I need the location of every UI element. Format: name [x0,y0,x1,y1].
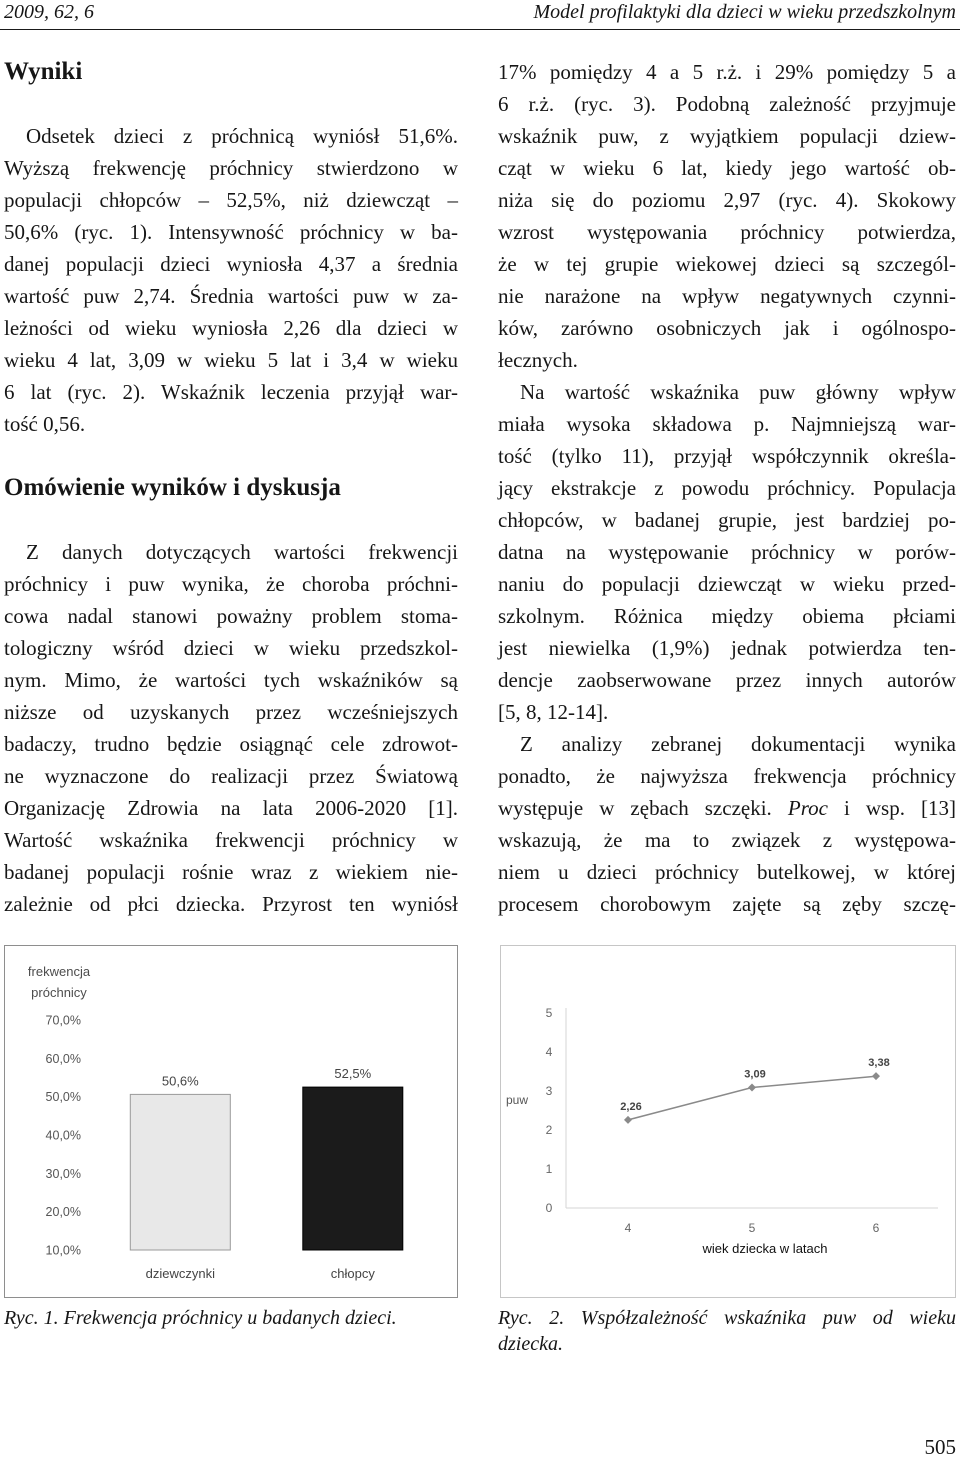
text-line: niem u dzieci próchnicy butelkowej, w której [498,860,956,884]
y-tick-label: 0 [545,1201,553,1215]
text-line: wieku 4 lat, 3,09 w wieku 5 lat i 3,4 w wieku [4,348,458,372]
section-heading-results: Wyniki [4,58,83,85]
figure-1-bar-chart [4,945,458,1298]
figure-2-caption [498,1305,956,1357]
paragraph-results [4,120,458,440]
left-column [4,56,458,920]
y-tick-label: 3 [545,1084,553,1098]
line-chart-svg [500,945,956,1298]
figure-1-caption: Ryc. 1. Frekwencja próchnicy u badanych dzieci. [4,1307,397,1329]
text-line: cząt w wieku 6 lat, kiedy jego wartość ob- [498,156,956,180]
category-label-2: chłopcy [330,1266,375,1281]
text-line: że w tej grupie wiekowej dzieci są szczegól- [498,252,956,276]
data-label-1: 50,6% [161,1073,199,1089]
right-column [498,56,956,920]
text-line: zależnie od płci dziecka. Przyrost ten wyniósł [4,892,458,916]
y-tick-label: 10,0% [45,1243,81,1258]
data-label-3: 3,38 [868,1057,890,1070]
text-line: cowa nadal stanowi poważny problem stoma- [4,604,458,628]
data-label-1: 2,26 [620,1100,642,1113]
x-tick-label: 5 [748,1221,756,1235]
bar-2 [303,1087,403,1250]
text-line: szkolnym. Różnica między obiema płciami [498,604,956,628]
bar-chart-svg [4,945,458,1298]
text-line: ków, zarówno osobniczych jak i ogólnospo- [498,316,956,340]
text-line: 50,6% (ryc. 1). Intensywność próchnicy w ba- [4,220,458,244]
page-number: 505 [924,1435,956,1459]
text-line: Wyższą frekwencję próchnicy stwierdzono w [4,156,458,180]
text-line: Na wartość wskaźnika puw główny wpływ [520,380,956,404]
text-line: próchnicy i puw wynika, że choroba próchni- [4,572,458,596]
text-line: ne wyznaczone do realizacji przez Światową [4,764,458,788]
text-line: populacji chłopców – 52,5%, niż dziewcząt – [4,188,458,212]
text-line: 6 lat (ryc. 2). Wskaźnik leczenia przyjął war- [4,380,458,404]
data-label-2: 52,5% [334,1066,372,1082]
text-line: [5, 8, 12-14]. [498,700,609,724]
data-label-2: 3,09 [744,1068,766,1081]
italic-text-segment: Proc [787,796,828,820]
paragraph-discussion-continued [498,56,956,376]
y-tick-label: 40,0% [45,1128,81,1143]
running-header-title: Model profilaktyki dla dzieci w wieku przedszkolnym [533,1,956,23]
text-line: danej populacji dzieci wyniosła 4,37 a średnia [4,252,458,276]
category-label-1: dziewczynki [145,1266,215,1281]
paragraph-puw-components [498,376,956,728]
y-tick-label: 70,0% [45,1013,81,1028]
y-axis-label: frekwencja [27,964,91,979]
y-tick-label: 4 [545,1045,553,1059]
figure-2-line-chart [500,945,956,1298]
text-line: miała wysoka składowa p. Najmniejszą war- [498,412,956,436]
text-line: badanej populacji rośnie wraz z wiekiem nie- [4,860,458,884]
text-line: Wartość wskaźnika frekwencji próchnicy w [4,828,458,852]
text-line: naniu do populacji dziewcząt w wieku przed- [498,572,956,596]
header-rule [0,29,960,30]
text-line: leżności od wieku wyniosła 2,26 dla dzieci w [4,316,458,340]
x-tick-label: 4 [624,1221,632,1235]
text-line: 17% pomiędzy 4 a 5 r.ż. i 29% pomiędzy 5 a [498,60,956,84]
text-line: Z analizy zebranej dokumentacji wynika [520,732,956,756]
y-tick-label: 5 [545,1006,553,1020]
y-tick-label: 30,0% [45,1166,81,1181]
text-line: niższe od uzyskanych przez wcześniejszych [4,700,458,724]
text-line: 6 r.ż. (ryc. 3). Podobną zależność przyjmuje [498,92,956,116]
text-line: tość 0,56. [4,412,86,436]
y-axis-label: próchnicy [31,985,87,1000]
text-line: jący ekstrakcje z powodu próchnicy. Populacja [498,476,956,500]
text-line: datna na występowanie próchnicy w porów- [498,540,956,564]
text-line: wskaźnik puw, z wyjątkiem populacji dziew- [498,124,956,148]
text-line: niża się do poziomu 2,97 (ryc. 4). Skokowy [498,188,956,212]
text-line: Organizację Zdrowia na lata 2006-2020 [1]. [4,796,458,820]
text-segment: i wsp. [13] [827,796,956,820]
text-line: nie narażone na wpływ negatywnych czynni- [498,284,956,308]
text-segment: występuje w zębach szczęki. [498,796,788,820]
text-line: wskazują, że ma to związek z występowa- [498,828,956,852]
bar-1 [130,1094,230,1250]
text-line: Ryc. 2. Współzależność wskaźnika puw od wieku [498,1307,956,1329]
paragraph-discussion [4,536,458,920]
text-line: ponadto, że najwyższa frekwencja próchnicy [498,764,956,788]
text-line: tość (tylko 11), przyjął współczynnik określa- [498,444,956,468]
text-line: wartość puw 2,74. Średnia wartości puw w za- [4,284,458,308]
y-tick-label: 50,0% [45,1090,81,1105]
y-axis-label: puw [505,1093,529,1107]
text-line: chłopców, w badanej grupie, jest bardziej po- [498,508,956,532]
section-heading-discussion: Omówienie wyników i dyskusja [4,474,341,501]
text-line: łecznych. [498,348,578,372]
text-line: Odsetek dzieci z próchnicą wyniósł 51,6%. [26,124,458,148]
text-line: procesem chorobowym zajęte są zęby szczę- [498,892,956,916]
x-tick-label: 6 [872,1221,880,1235]
text-line [498,792,956,824]
text-line: jest niewielka (1,9%) jednak potwierdza ten- [498,636,956,660]
text-line: nym. Mimo, że wartości tych wskaźników są [4,668,458,692]
text-line: dencje zaobserwowane przez innych autorów [498,668,956,692]
text-line: badaczy, trudno będzie osiągnąć cele zdrowot- [4,732,458,756]
text-line: Z danych dotyczących wartości frekwencji [26,540,458,564]
text-line: wzrost występowania próchnicy potwierdza, [498,220,956,244]
text-line: tologiczny wśród dzieci w wieku przedszkol- [4,636,458,660]
y-tick-label: 20,0% [45,1205,81,1220]
y-tick-label: 1 [545,1162,553,1176]
text-line: dziecka. [498,1333,563,1355]
y-tick-label: 60,0% [45,1051,81,1066]
y-tick-label: 2 [545,1123,553,1137]
paragraph-documentation-analysis [498,728,956,920]
running-header-issue: 2009, 62, 6 [4,1,94,23]
x-axis-label: wiek dziecka w latach [702,1241,828,1256]
